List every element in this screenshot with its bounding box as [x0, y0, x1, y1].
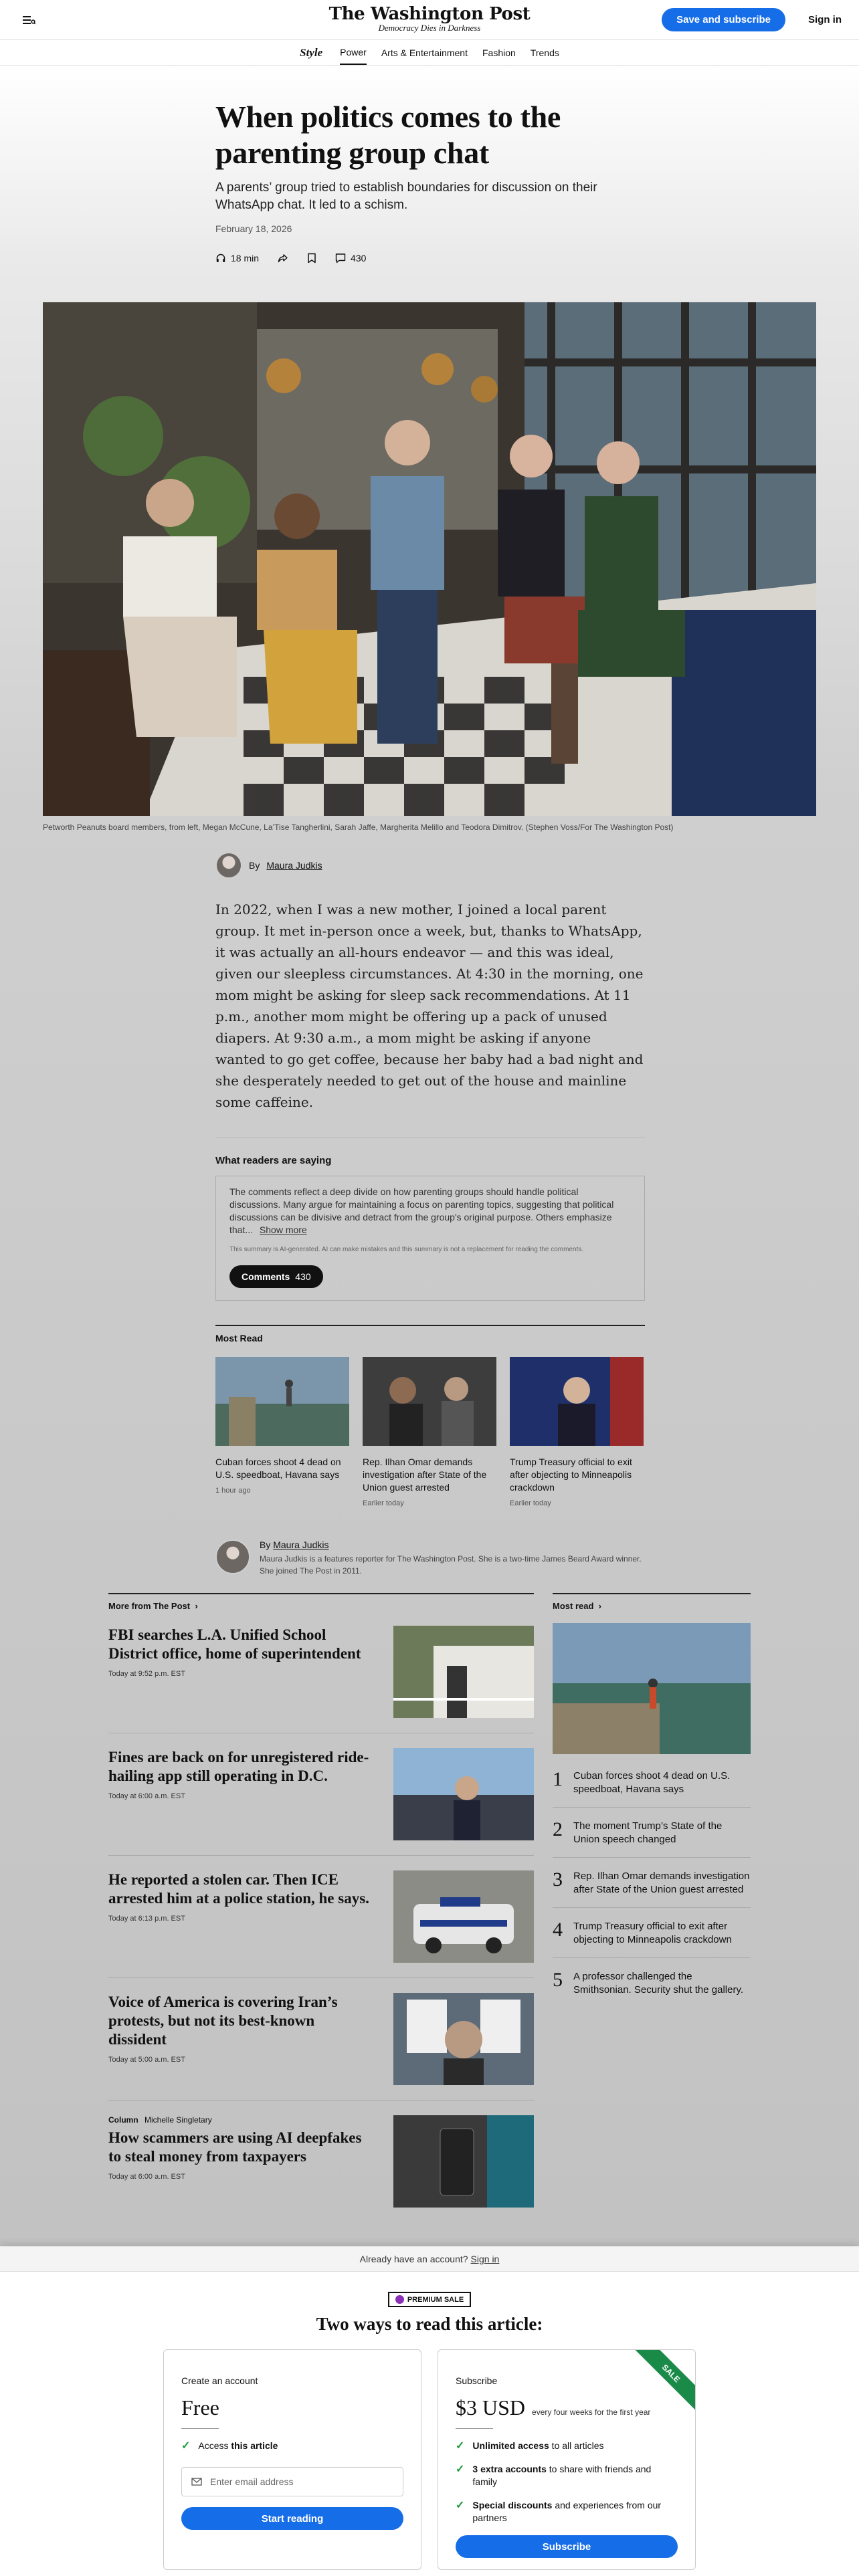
- premium-sale-badge: [388, 2292, 471, 2307]
- readers-heading: What readers are saying: [215, 1155, 332, 1166]
- comments-button[interactable]: [229, 1265, 323, 1288]
- story-thumbnail: [393, 1626, 534, 1718]
- article-body: In 2022, when I was a new mother, I joined a local parent group. It met in-person once a week, but, thanks to WhatsApp, it was actually an all-hours endeavor — and this was ideal, given our sleepless circumstances. At 4:30 in the morning, one mom might be asking for sleep sack recommendations. At 11 p.m., another mom might be offering up a pack of unused diapers. At 9:30 a.m., a mom might be asking if anyone wanted to go get coffee, because her baby had a bad night and she desperately needed to get out of the house and mainline some caffeine.: [215, 901, 644, 1110]
- story-time: Today at 5:00 a.m. EST: [108, 2056, 185, 2064]
- kicker-label: Column: [108, 2115, 138, 2125]
- nav-item-power[interactable]: Power: [340, 41, 367, 65]
- author-bio: [215, 1539, 645, 1577]
- hero-photo: [43, 302, 816, 816]
- most-read-item[interactable]: [553, 1858, 751, 1908]
- headphones-icon: [215, 253, 226, 263]
- plan-price: Free: [181, 2395, 219, 2420]
- comments-count: 430: [295, 1271, 311, 1282]
- article-actions: [215, 253, 644, 263]
- byline-prefix: By: [249, 860, 260, 871]
- most-read-time: 1 hour ago: [215, 1487, 251, 1495]
- listen-button[interactable]: [215, 253, 259, 263]
- feature-bold: Unlimited access: [472, 2440, 549, 2451]
- divider: [181, 2428, 219, 2429]
- story-thumbnail: [215, 1357, 349, 1446]
- feature-bold: Special discounts: [472, 2500, 553, 2510]
- story-item[interactable]: [108, 1733, 534, 1856]
- paid-plan-card: [438, 2349, 696, 2570]
- check-icon: ✓: [456, 2464, 465, 2475]
- author-link[interactable]: Maura Judkis: [266, 860, 322, 871]
- nav-item-fashion[interactable]: Fashion: [482, 47, 516, 58]
- menu-icon[interactable]: [17, 9, 40, 31]
- rank-number: 4: [553, 1919, 563, 1941]
- brand-name: The Washington Post: [328, 4, 531, 24]
- most-read-inline: [215, 1325, 645, 1507]
- start-reading-button[interactable]: Start reading: [181, 2507, 403, 2530]
- share-icon[interactable]: [278, 253, 288, 263]
- plan-feature: [181, 2440, 403, 2452]
- story-thumbnail: [393, 1748, 534, 1840]
- feature-rest: to all articles: [549, 2440, 604, 2451]
- most-read-card[interactable]: [363, 1357, 496, 1507]
- plan-feature: [456, 2499, 678, 2525]
- show-more-link[interactable]: Show more: [259, 1224, 307, 1235]
- most-read-item[interactable]: [553, 1958, 751, 2008]
- photo-caption: Petworth Peanuts board members, from left, Megan McCune, La’Tise Tangherlini, Sarah Jaffe, Margherita Melillo and Teodora Dimitrov. (Stephen Voss/For The Washington Post): [43, 823, 674, 832]
- most-read-title: Trump Treasury official to exit after objecting to Minneapolis crackdown: [510, 1457, 632, 1493]
- check-icon: ✓: [456, 2440, 465, 2452]
- most-read-side-heading[interactable]: [553, 1593, 751, 1611]
- rank-title: Rep. Ilhan Omar demands investigation after State of the Union guest arrested: [573, 1870, 750, 1895]
- story-thumbnail: [393, 1870, 534, 1963]
- most-read-card[interactable]: [510, 1357, 644, 1507]
- story-title: Voice of America is covering Iran’s protests, but not its best-known dissident: [108, 1994, 338, 2048]
- kicker-author[interactable]: Michelle Singletary: [145, 2115, 212, 2125]
- section-nav: [0, 40, 859, 66]
- sale-ribbon: SALE: [632, 2349, 696, 2413]
- most-read-side-label: Most read: [553, 1601, 594, 1611]
- feature-pre: Access: [198, 2440, 229, 2451]
- most-read-sidebar: [553, 1593, 751, 2222]
- subscribe-button[interactable]: Subscribe: [456, 2535, 678, 2558]
- comments-count: 430: [351, 253, 367, 263]
- most-read-title: Cuban forces shoot 4 dead on U.S. speedboat, Havana says: [215, 1457, 341, 1480]
- listen-duration: 18 min: [231, 253, 260, 263]
- story-title: FBI searches L.A. Unified School District office, home of superintendent: [108, 1626, 361, 1662]
- story-item[interactable]: [108, 1856, 534, 1978]
- avatar[interactable]: [215, 1539, 250, 1574]
- paywall-signin-bar: [0, 2246, 859, 2272]
- price-note: every four weeks for the first year: [532, 2407, 651, 2417]
- feature-bold: 3 extra accounts: [472, 2464, 547, 2474]
- byline: [215, 852, 859, 879]
- most-read-card[interactable]: [215, 1357, 349, 1507]
- plan-feature: [456, 2440, 678, 2452]
- plan-price: $3 USD: [456, 2395, 526, 2420]
- rank-title: The moment Trump’s State of the Union speech changed: [573, 1820, 723, 1845]
- sale-icon: [395, 2295, 404, 2304]
- check-icon: ✓: [456, 2500, 465, 2511]
- headline: When politics comes to the parenting group chat: [215, 100, 561, 170]
- chevron-right-icon: ›: [192, 1601, 198, 1611]
- more-from-post-heading[interactable]: [108, 1593, 534, 1611]
- summary-text: The comments reflect a deep divide on how parenting groups should handle political discussions. Many argue for maintaining a focus on parenting topics, suggesting that political discussions can be divisive and detract from the group's original purpose. Others emphasize that...: [229, 1186, 614, 1235]
- comment-icon: [335, 253, 346, 263]
- article-content: [0, 99, 859, 2317]
- story-time: Today at 6:00 a.m. EST: [108, 1792, 185, 1800]
- story-item[interactable]: [108, 2101, 534, 2222]
- summary-box: [215, 1176, 645, 1301]
- publish-date: February 18, 2026: [215, 223, 292, 234]
- mail-icon: [191, 2478, 202, 2486]
- rank-title: A professor challenged the Smithsonian. Security shut the gallery.: [573, 1971, 744, 1996]
- chevron-right-icon: ›: [596, 1601, 601, 1611]
- most-read-heading: Most Read: [215, 1333, 263, 1344]
- story-title: How scammers are using AI deepfakes to steal money from taxpayers: [108, 2129, 362, 2165]
- paywall-heading: Two ways to read this article:: [316, 2314, 543, 2334]
- site-header: [0, 0, 859, 40]
- feature-rest: to share with friends and family: [472, 2464, 652, 2487]
- nav-item-trends[interactable]: Trends: [530, 47, 559, 58]
- plan-label: Subscribe: [456, 2375, 498, 2386]
- most-read-item[interactable]: [553, 1908, 751, 1958]
- comments-label: Comments: [242, 1271, 290, 1282]
- divider: [215, 1137, 645, 1138]
- comments-button[interactable]: [335, 253, 366, 263]
- paywall-signin-link[interactable]: Sign in: [470, 2253, 500, 2264]
- most-read-item[interactable]: [553, 1757, 751, 1808]
- check-icon: ✓: [181, 2440, 191, 2452]
- rank-title: Cuban forces shoot 4 dead on U.S. speedboat, Havana says: [573, 1770, 731, 1795]
- most-read-time: Earlier today: [510, 1499, 551, 1507]
- email-placeholder: Enter email address: [210, 2476, 294, 2487]
- story-thumbnail: [510, 1357, 644, 1446]
- brand-tagline: Democracy Dies in Darkness: [378, 23, 481, 33]
- rank-number: 2: [553, 1818, 563, 1840]
- feature-bold: this article: [231, 2440, 278, 2451]
- most-read-title: Rep. Ilhan Omar demands investigation after State of the Union guest arrested: [363, 1457, 487, 1493]
- story-time: Today at 6:00 a.m. EST: [108, 2173, 185, 2181]
- more-from-post: [108, 1593, 534, 2222]
- feature-rest: and experiences from our partners: [472, 2500, 662, 2523]
- nav-item-arts[interactable]: Arts & Entertainment: [381, 47, 468, 58]
- section-title[interactable]: Style: [300, 45, 323, 59]
- story-time: Today at 9:52 p.m. EST: [108, 1670, 185, 1678]
- plan-feature: [456, 2463, 678, 2488]
- story-time: Today at 6:13 p.m. EST: [108, 1915, 185, 1923]
- story-thumbnail: [363, 1357, 496, 1446]
- signin-link[interactable]: Sign in: [808, 14, 842, 25]
- story-title: Fines are back on for unregistered ride-hailing app still operating in D.C.: [108, 1749, 369, 1784]
- most-read-time: Earlier today: [363, 1499, 404, 1507]
- free-plan-card: [163, 2349, 421, 2570]
- rank-number: 5: [553, 1969, 563, 1991]
- paywall-modal: [0, 2246, 859, 2576]
- rank-number: 1: [553, 1768, 563, 1790]
- story-title: He reported a stolen car. Then ICE arrested him at a police station, he says.: [108, 1871, 369, 1907]
- story-thumbnail[interactable]: [553, 1623, 751, 1754]
- save-and-subscribe-button[interactable]: Save and subscribe: [662, 8, 785, 31]
- ai-disclaimer: This summary is AI-generated. AI can make mistakes and this summary is not a replacement for reading the comments.: [229, 1246, 584, 1253]
- story-kicker: [108, 2115, 376, 2125]
- readers-summary: [215, 1155, 645, 1301]
- story-item[interactable]: [108, 1611, 534, 1733]
- brand-logo[interactable]: [329, 4, 531, 33]
- bio-prefix: By: [260, 1539, 271, 1550]
- have-account-text: Already have an account?: [359, 2253, 468, 2264]
- divider: [456, 2428, 493, 2429]
- story-thumbnail: [393, 2115, 534, 2208]
- bio-text: Maura Judkis is a features reporter for The Washington Post. She is a two-time James Beard Award winner. She joined The Post in 2011.: [260, 1554, 642, 1576]
- most-read-item[interactable]: [553, 1808, 751, 1858]
- bookmark-icon[interactable]: [307, 253, 316, 263]
- rank-title: Trump Treasury official to exit after objecting to Minneapolis crackdown: [573, 1921, 732, 1945]
- author-link[interactable]: Maura Judkis: [273, 1539, 329, 1550]
- plan-label: Create an account: [181, 2375, 258, 2386]
- email-field[interactable]: [181, 2467, 403, 2496]
- dek: A parents’ group tried to establish boundaries for discussion on their WhatsApp chat. It led to a schism.: [215, 181, 597, 212]
- more-from-post-label: More from The Post: [108, 1601, 191, 1611]
- story-thumbnail: [393, 1993, 534, 2085]
- badge-label: PREMIUM SALE: [407, 2295, 464, 2304]
- story-item[interactable]: [108, 1978, 534, 2101]
- rank-number: 3: [553, 1868, 563, 1891]
- avatar[interactable]: [215, 852, 242, 879]
